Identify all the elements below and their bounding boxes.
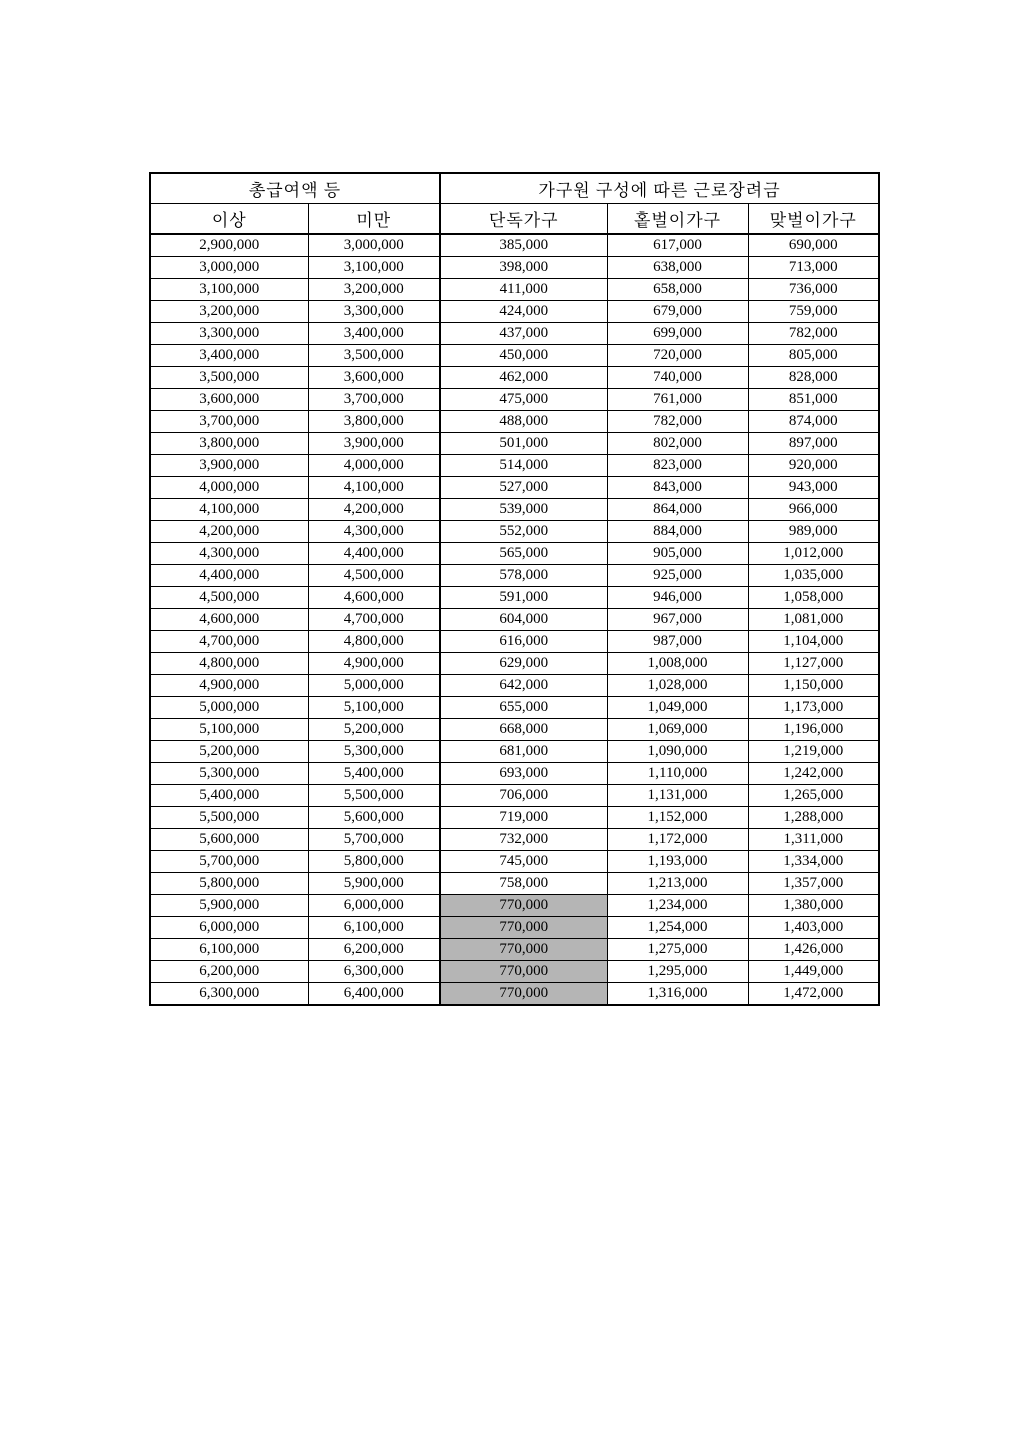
cell: 5,100,000 [308,697,440,719]
cell: 5,900,000 [308,873,440,895]
cell: 437,000 [440,323,607,345]
cell-highlighted: 770,000 [440,983,607,1006]
cell: 4,400,000 [308,543,440,565]
table-row [150,697,879,719]
cell: 3,300,000 [150,323,308,345]
cell: 2,900,000 [150,234,308,257]
cell: 740,000 [607,367,748,389]
cell: 3,000,000 [150,257,308,279]
cell: 1,403,000 [748,917,879,939]
cell: 1,028,000 [607,675,748,697]
cell: 4,800,000 [150,653,308,675]
cell: 6,000,000 [308,895,440,917]
cell: 616,000 [440,631,607,653]
table-row [150,873,879,895]
cell: 823,000 [607,455,748,477]
table-row [150,719,879,741]
cell: 1,311,000 [748,829,879,851]
cell: 5,400,000 [150,785,308,807]
table-row [150,411,879,433]
cell: 1,254,000 [607,917,748,939]
cell: 4,300,000 [308,521,440,543]
cell: 629,000 [440,653,607,675]
table-row [150,675,879,697]
cell: 5,000,000 [150,697,308,719]
cell: 4,300,000 [150,543,308,565]
cell: 987,000 [607,631,748,653]
table-row [150,301,879,323]
cell: 1,242,000 [748,763,879,785]
cell: 761,000 [607,389,748,411]
cell: 732,000 [440,829,607,851]
cell: 699,000 [607,323,748,345]
cell: 3,700,000 [308,389,440,411]
cell: 1,357,000 [748,873,879,895]
cell: 3,700,000 [150,411,308,433]
cell: 1,295,000 [607,961,748,983]
cell: 4,100,000 [308,477,440,499]
cell: 1,288,000 [748,807,879,829]
cell: 943,000 [748,477,879,499]
group-header-gross-salary: 총급여액 등 [150,173,440,204]
cell: 1,472,000 [748,983,879,1006]
table-row [150,323,879,345]
cell: 5,700,000 [150,851,308,873]
cell: 758,000 [440,873,607,895]
cell: 501,000 [440,433,607,455]
cell: 1,069,000 [607,719,748,741]
cell: 539,000 [440,499,607,521]
cell: 3,900,000 [150,455,308,477]
cell: 3,300,000 [308,301,440,323]
table-row [150,829,879,851]
cell: 713,000 [748,257,879,279]
cell: 4,200,000 [150,521,308,543]
table-row [150,477,879,499]
cell: 642,000 [440,675,607,697]
cell: 719,000 [440,807,607,829]
cell: 843,000 [607,477,748,499]
table-row [150,741,879,763]
cell: 1,173,000 [748,697,879,719]
table-row [150,653,879,675]
cell: 3,100,000 [308,257,440,279]
cell: 745,000 [440,851,607,873]
cell: 6,300,000 [308,961,440,983]
cell: 5,300,000 [308,741,440,763]
table-row [150,279,879,301]
table-row [150,499,879,521]
cell: 1,334,000 [748,851,879,873]
cell: 6,300,000 [150,983,308,1006]
column-header-single-household: 단독가구 [440,204,607,235]
cell: 925,000 [607,565,748,587]
table-row [150,587,879,609]
cell: 4,000,000 [308,455,440,477]
cell: 5,900,000 [150,895,308,917]
cell: 4,700,000 [150,631,308,653]
group-header-eitc-by-household: 가구원 구성에 따른 근로장려금 [440,173,879,204]
cell: 1,449,000 [748,961,879,983]
cell: 1,035,000 [748,565,879,587]
cell: 411,000 [440,279,607,301]
cell: 706,000 [440,785,607,807]
cell: 1,152,000 [607,807,748,829]
cell: 514,000 [440,455,607,477]
cell: 1,196,000 [748,719,879,741]
cell: 3,900,000 [308,433,440,455]
table-row [150,939,879,961]
cell: 5,800,000 [308,851,440,873]
cell: 4,800,000 [308,631,440,653]
cell: 4,900,000 [308,653,440,675]
cell: 4,000,000 [150,477,308,499]
table-row [150,367,879,389]
group-header-row [150,173,879,204]
cell: 5,200,000 [150,741,308,763]
cell: 5,500,000 [308,785,440,807]
cell: 3,400,000 [150,345,308,367]
cell: 3,100,000 [150,279,308,301]
cell: 4,900,000 [150,675,308,697]
cell: 1,265,000 [748,785,879,807]
table-row [150,631,879,653]
cell: 1,104,000 [748,631,879,653]
cell: 1,131,000 [607,785,748,807]
cell: 527,000 [440,477,607,499]
cell-highlighted: 770,000 [440,961,607,983]
cell: 3,000,000 [308,234,440,257]
cell: 617,000 [607,234,748,257]
cell: 897,000 [748,433,879,455]
cell: 4,200,000 [308,499,440,521]
cell: 805,000 [748,345,879,367]
table-row [150,917,879,939]
cell: 3,600,000 [150,389,308,411]
column-header-single-income-household: 홑벌이가구 [607,204,748,235]
cell: 5,700,000 [308,829,440,851]
cell-highlighted: 770,000 [440,939,607,961]
cell: 693,000 [440,763,607,785]
cell: 1,426,000 [748,939,879,961]
cell: 6,200,000 [308,939,440,961]
cell: 782,000 [748,323,879,345]
cell: 681,000 [440,741,607,763]
cell: 3,200,000 [308,279,440,301]
table-row [150,521,879,543]
cell: 1,172,000 [607,829,748,851]
cell-highlighted: 770,000 [440,917,607,939]
cell: 658,000 [607,279,748,301]
cell: 920,000 [748,455,879,477]
cell-highlighted: 770,000 [440,895,607,917]
cell: 6,400,000 [308,983,440,1006]
cell: 450,000 [440,345,607,367]
cell: 905,000 [607,543,748,565]
cell: 6,200,000 [150,961,308,983]
eitc-payment-table [149,172,880,1006]
cell: 5,500,000 [150,807,308,829]
cell: 874,000 [748,411,879,433]
cell: 3,800,000 [308,411,440,433]
cell: 5,600,000 [308,807,440,829]
cell: 989,000 [748,521,879,543]
cell: 5,400,000 [308,763,440,785]
cell: 1,380,000 [748,895,879,917]
table-row [150,961,879,983]
cell: 398,000 [440,257,607,279]
cell: 736,000 [748,279,879,301]
table-row [150,785,879,807]
cell: 782,000 [607,411,748,433]
cell: 5,200,000 [308,719,440,741]
cell: 1,316,000 [607,983,748,1006]
cell: 655,000 [440,697,607,719]
cell: 1,234,000 [607,895,748,917]
table-row [150,807,879,829]
column-header-dual-income-household: 맞벌이가구 [748,204,879,235]
table-row [150,895,879,917]
cell: 552,000 [440,521,607,543]
cell: 5,100,000 [150,719,308,741]
cell: 4,500,000 [308,565,440,587]
cell: 1,081,000 [748,609,879,631]
column-header-row [150,204,879,235]
column-header-less-than: 미만 [308,204,440,235]
cell: 1,150,000 [748,675,879,697]
cell: 1,110,000 [607,763,748,785]
cell: 4,500,000 [150,587,308,609]
cell: 1,049,000 [607,697,748,719]
cell: 638,000 [607,257,748,279]
cell: 488,000 [440,411,607,433]
cell: 679,000 [607,301,748,323]
table-row [150,257,879,279]
table-row [150,983,879,1006]
cell: 1,193,000 [607,851,748,873]
cell: 3,600,000 [308,367,440,389]
cell: 424,000 [440,301,607,323]
table-row [150,455,879,477]
cell: 5,800,000 [150,873,308,895]
cell: 4,600,000 [308,587,440,609]
column-header-at-least: 이상 [150,204,308,235]
cell: 1,213,000 [607,873,748,895]
table-row [150,565,879,587]
table-row [150,543,879,565]
cell: 462,000 [440,367,607,389]
cell: 6,100,000 [150,939,308,961]
cell: 4,100,000 [150,499,308,521]
table-row [150,389,879,411]
cell: 1,058,000 [748,587,879,609]
cell: 946,000 [607,587,748,609]
table-row [150,433,879,455]
cell: 966,000 [748,499,879,521]
cell: 1,127,000 [748,653,879,675]
cell: 884,000 [607,521,748,543]
cell: 967,000 [607,609,748,631]
cell: 864,000 [607,499,748,521]
table-row [150,763,879,785]
cell: 385,000 [440,234,607,257]
cell: 6,100,000 [308,917,440,939]
cell: 565,000 [440,543,607,565]
cell: 802,000 [607,433,748,455]
table-row [150,851,879,873]
cell: 5,300,000 [150,763,308,785]
table-row [150,234,879,257]
cell: 6,000,000 [150,917,308,939]
cell: 1,090,000 [607,741,748,763]
cell: 604,000 [440,609,607,631]
cell: 475,000 [440,389,607,411]
cell: 5,000,000 [308,675,440,697]
cell: 1,275,000 [607,939,748,961]
cell: 4,700,000 [308,609,440,631]
cell: 851,000 [748,389,879,411]
cell: 4,600,000 [150,609,308,631]
cell: 3,500,000 [308,345,440,367]
cell: 3,200,000 [150,301,308,323]
cell: 828,000 [748,367,879,389]
cell: 759,000 [748,301,879,323]
table-row [150,345,879,367]
cell: 591,000 [440,587,607,609]
cell: 668,000 [440,719,607,741]
cell: 690,000 [748,234,879,257]
cell: 3,800,000 [150,433,308,455]
cell: 578,000 [440,565,607,587]
cell: 4,400,000 [150,565,308,587]
cell: 720,000 [607,345,748,367]
table-row [150,609,879,631]
cell: 5,600,000 [150,829,308,851]
cell: 1,008,000 [607,653,748,675]
cell: 3,500,000 [150,367,308,389]
cell: 1,012,000 [748,543,879,565]
cell: 3,400,000 [308,323,440,345]
cell: 1,219,000 [748,741,879,763]
